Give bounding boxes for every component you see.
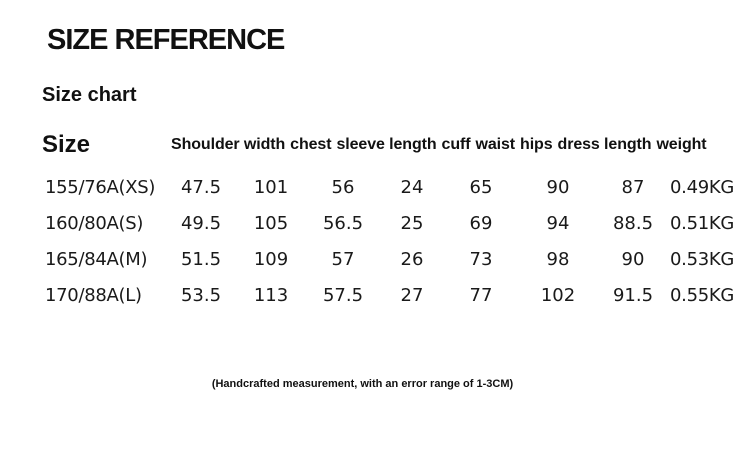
table-row [0, 176, 750, 200]
cell-waist: 65 [469, 177, 493, 198]
header-cuff: cuff [441, 136, 471, 153]
table-row [0, 212, 750, 236]
cell-waist: 73 [469, 249, 493, 270]
cell-sleeve-length: 57.5 [322, 285, 364, 306]
cell-size: 170/88A(L) [45, 285, 142, 306]
cell-weight: 0.49KG [670, 177, 735, 198]
cell-cuff: 24 [400, 177, 424, 198]
cell-hips: 94 [546, 213, 570, 234]
cell-cuff: 27 [400, 285, 424, 306]
cell-weight: 0.53KG [670, 249, 735, 270]
header-waist: waist [475, 136, 516, 153]
cell-dress-length: 90 [621, 249, 645, 270]
cell-waist: 69 [469, 213, 493, 234]
cell-sleeve-length: 57 [331, 249, 355, 270]
cell-dress-length: 88.5 [612, 213, 654, 234]
cell-size: 165/84A(M) [45, 249, 148, 270]
cell-chest: 101 [253, 177, 289, 198]
cell-hips: 102 [540, 285, 576, 306]
section-subtitle: Size chart [42, 84, 137, 106]
cell-chest: 109 [253, 249, 289, 270]
cell-cuff: 26 [400, 249, 424, 270]
table-row [0, 248, 750, 272]
header-shoulder-width: Shoulder width [171, 136, 286, 153]
cell-weight: 0.51KG [670, 213, 735, 234]
cell-size: 160/80A(S) [45, 213, 144, 234]
size-column-heading: Size [42, 131, 91, 158]
cell-sleeve-length: 56.5 [322, 213, 364, 234]
table-row [0, 284, 750, 308]
cell-hips: 90 [546, 177, 570, 198]
header-dress-length: dress length [557, 136, 652, 153]
cell-dress-length: 87 [621, 177, 645, 198]
cell-sleeve-length: 56 [331, 177, 355, 198]
table-header-row [171, 137, 707, 153]
cell-shoulder-width: 53.5 [180, 285, 222, 306]
cell-dress-length: 91.5 [612, 285, 654, 306]
header-weight: weight [656, 136, 707, 153]
page-title: SIZE REFERENCE [47, 24, 285, 56]
cell-weight: 0.55KG [670, 285, 735, 306]
cell-cuff: 25 [400, 213, 424, 234]
header-chest: chest [290, 136, 332, 153]
cell-chest: 105 [253, 213, 289, 234]
cell-waist: 77 [469, 285, 493, 306]
cell-size: 155/76A(XS) [45, 177, 156, 198]
measurement-note: (Handcrafted measurement, with an error range of 1-3CM) [211, 378, 514, 390]
cell-hips: 98 [546, 249, 570, 270]
header-hips: hips [520, 136, 553, 153]
header-sleeve-length: sleeve length [336, 136, 437, 153]
cell-shoulder-width: 49.5 [180, 213, 222, 234]
cell-shoulder-width: 47.5 [180, 177, 222, 198]
cell-shoulder-width: 51.5 [180, 249, 222, 270]
cell-chest: 113 [253, 285, 289, 306]
